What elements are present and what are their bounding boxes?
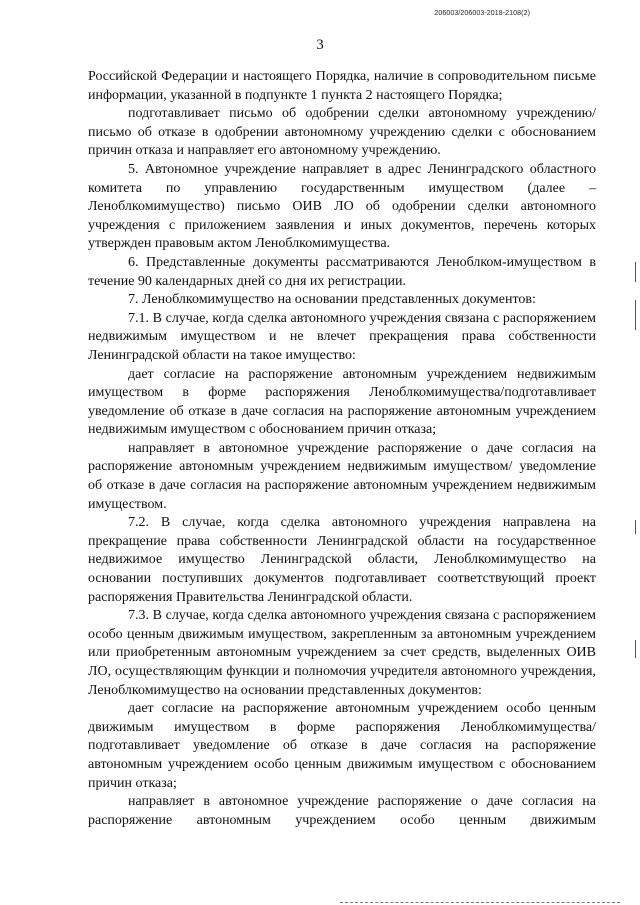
- paragraph-7-3-consent: дает согласие на распоряжение автономным учреждением особо ценным движимым имуществом в форме распоряжения Леноблкомимущества/подготавливает уведомление об отказе в даче согласия на распоряжение автономным учреждением особо ценным движимым имуществом с обоснованием причин отказа;: [88, 701, 596, 791]
- document-id: 206003/206003-2018-2108(2): [434, 10, 530, 17]
- document-body: [88, 68, 596, 830]
- paragraph-item-6: 6. Представленные документы рассматриваются Леноблком-имуществом в течение 90 календарных дней со дня их регистрации.: [88, 254, 596, 289]
- scan-margin-mark: [635, 640, 636, 658]
- scan-margin-mark: [635, 300, 636, 330]
- paragraph-7-3-sends: направляет в автономное учреждение распоряжение о даче согласия на распоряжение автономным учреждением особо ценным движимым: [88, 794, 596, 828]
- scan-bottom-edge: [340, 899, 620, 903]
- paragraph-7-1-sends: направляет в автономное учреждение распоряжение о даче согласия на распоряжение автономным учреждением недвижимым имуществом/ уведомление об отказе в даче согласия на распоряжение автономным учреждением недвижимым имуществом.: [88, 440, 596, 512]
- paragraph-item-7-3: 7.3. В случае, когда сделка автономного учреждения связана с распоряжением особо ценным движимым имуществом, закрепленным за автономным учреждением или приобретенным автономным учреждением за счет средств, выделенных ОИВ ЛО, осуществляющим функции и полномочия учредителя автономного учреждения, Леноблкомимущество на основании представленных документов:: [88, 608, 596, 698]
- scan-margin-mark: [635, 262, 636, 282]
- page-number: 3: [316, 37, 324, 53]
- paragraph-continuation: Российской Федерации и настоящего Порядка, наличие в сопроводительном письме информации, указанной в подпункте 1 пункта 2 настоящего Порядка;: [88, 69, 596, 103]
- paragraph-7-1-consent: дает согласие на распоряжение автономным учреждением недвижимым имуществом в форме распоряжения Леноблкомимущества/подготавливает уведомление об отказе в даче согласия на распоряжение автономным учреждением недвижимым имуществом с обоснованием причин отказа;: [88, 366, 596, 438]
- scan-margin-mark: [635, 520, 636, 534]
- paragraph-item-7: 7. Леноблкомимущество на основании представленных документов:: [128, 292, 536, 308]
- paragraph-item-7-1: 7.1. В случае, когда сделка автономного учреждения связана с распоряжением недвижимым имуществом и не влечет прекращения права собственности Ленинградской области на такое имущество:: [88, 310, 596, 363]
- paragraph-item-7-2: 7.2. В случае, когда сделка автономного учреждения направлена на прекращение права собственности Ленинградской области на государственное недвижимое имущество Ленинградской области, Леноблкомимущество на основании поступивших документов подготавливает соответствующий проект распоряжения Правительства Ленинградской области.: [88, 515, 596, 605]
- paragraph-item-5: 5. Автономное учреждение направляет в адрес Ленинградского областного комитета по управлению государственным имуществом (далее – Леноблкомимущество) письмо ОИВ ЛО об одобрении сделки автономного учреждения с приложением заявления и иных документов, перечень которых утвержден правовым актом Леноблкомимущества.: [88, 161, 596, 252]
- paragraph-prepares-letter: подготавливает письмо об одобрении сделки автономному учреждению/письмо об отказе в одобрении автономному учреждению сделки с обоснованием причин отказа и направляет его автономному учреждению.: [88, 106, 596, 159]
